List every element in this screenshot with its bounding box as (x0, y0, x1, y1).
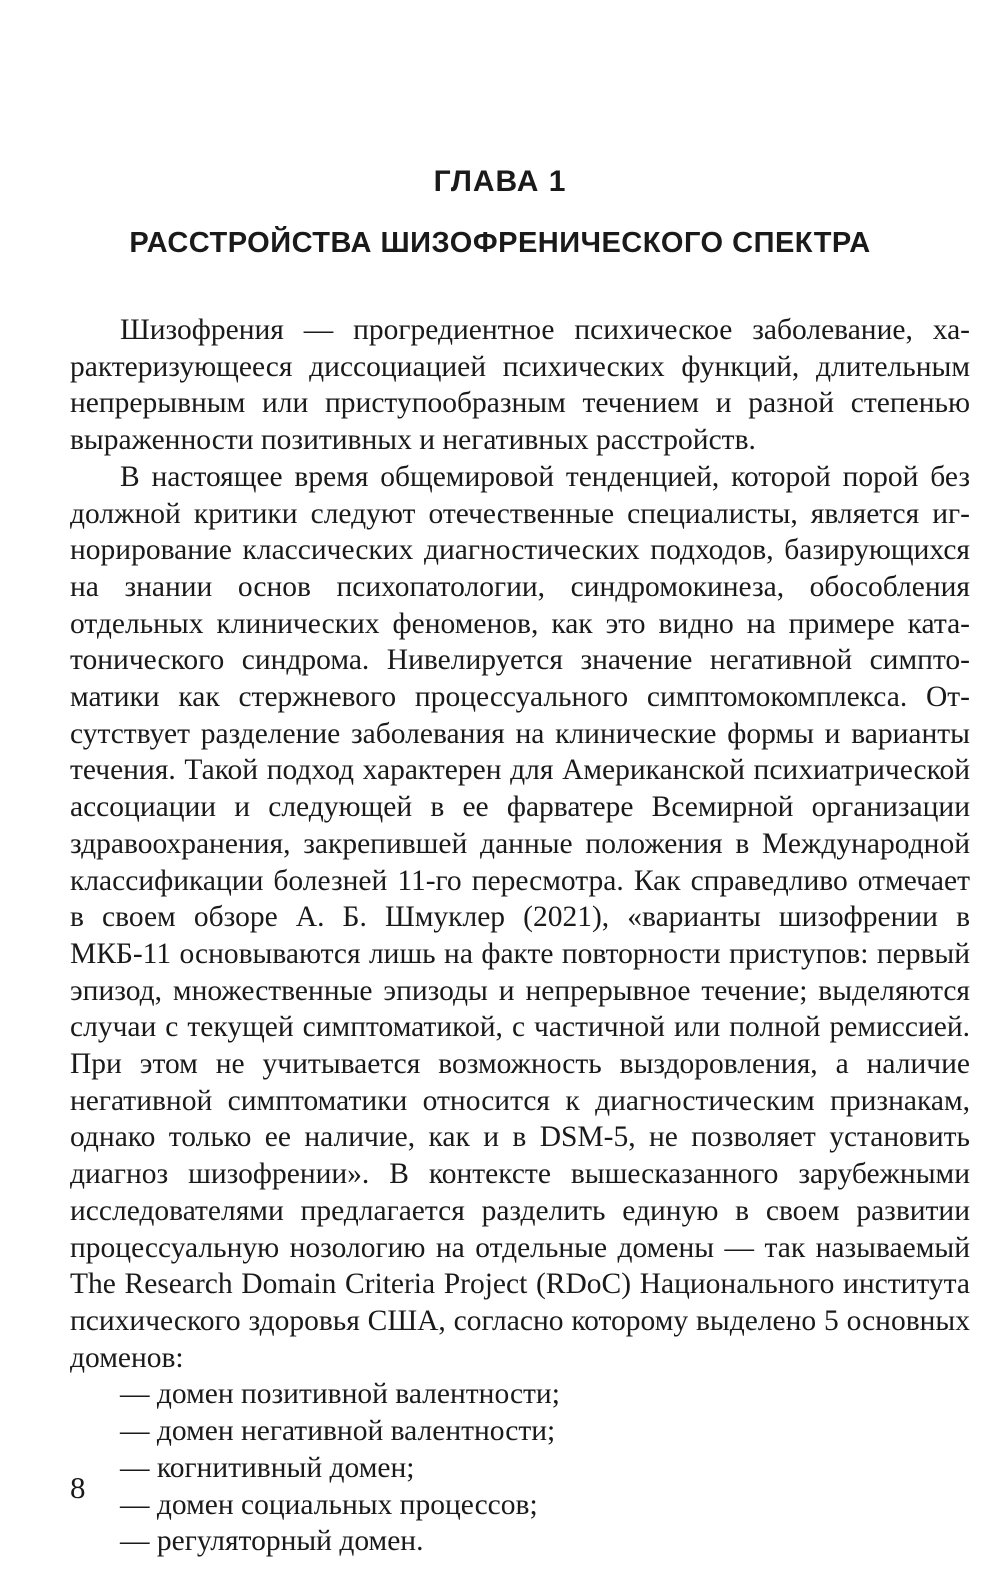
paragraph-trends: В настоящее время общемировой тенденцией, которой порой без должной критики следуют отечественные специалисты, является игнорирование классических диагностических подходов, базирующихся на знании основ психопатологии, синдромокинеза, обособления отдельных клинических феноменов, как это видно на примере кататонического синдрома. Нивелируется значение негативной симптоматики как стержневого процессуального симптомокомплекса. Отсутствует разделение заболевания на клинические формы и варианты течения. Такой подход характерен для Американской психиатрической ассоциации и следующей в ее фарватере Всемирной организации здравоохранения, закрепившей данные положения в Международной классификации болезней 11-го пересмотра. Как справедливо отмечает в своем обзоре А. Б. Шмуклер (2021), «варианты шизофрении в МКБ-11 основываются лишь на факте повторности приступов: первый эпизод, множественные эпизоды и непрерывное течение; выделяются случаи с текущей симптоматикой, с частичной или полной ремиссией. При этом не учитывается возможность выздоровления, а наличие негативной симптоматики относится к диагностическим признакам, однако только ее наличие, как и в DSM-5, не позволяет установить диагноз шизофрении». В контексте вышесказанного зарубежными исследователями предлагается разделить единую в своем развитии процессуальную нозологию на отдельные домены — так называемый The Research Domain Criteria Project (RDoC) Национального института психического здоровья США, согласно которому выделено 5 основных доменов: (70, 460, 970, 1374)
list-item: — домен негативной валентности; (120, 1415, 556, 1448)
page-number: 8 (70, 1470, 86, 1505)
body-text (70, 312, 970, 1560)
list-item: — домен позитивной валентности; (120, 1378, 560, 1411)
domain-list (70, 1376, 970, 1560)
chapter-number: ГЛАВА 1 (433, 165, 567, 198)
chapter-title: РАССТРОЙСТВА ШИЗОФРЕНИЧЕСКОГО СПЕКТРА (129, 227, 871, 259)
list-item: — домен социальных процессов; (120, 1488, 538, 1521)
paragraph-definition: Шизофрения — прогредиентное психическое заболевание, характеризующееся диссоциацией психических функций, длительным непрерывным или приступообразным течением и разной степенью выраженности позитивных и негативных расстройств. (70, 314, 970, 457)
list-item: — когнитивный домен; (120, 1451, 415, 1484)
list-item: — регуляторный домен. (120, 1525, 424, 1558)
